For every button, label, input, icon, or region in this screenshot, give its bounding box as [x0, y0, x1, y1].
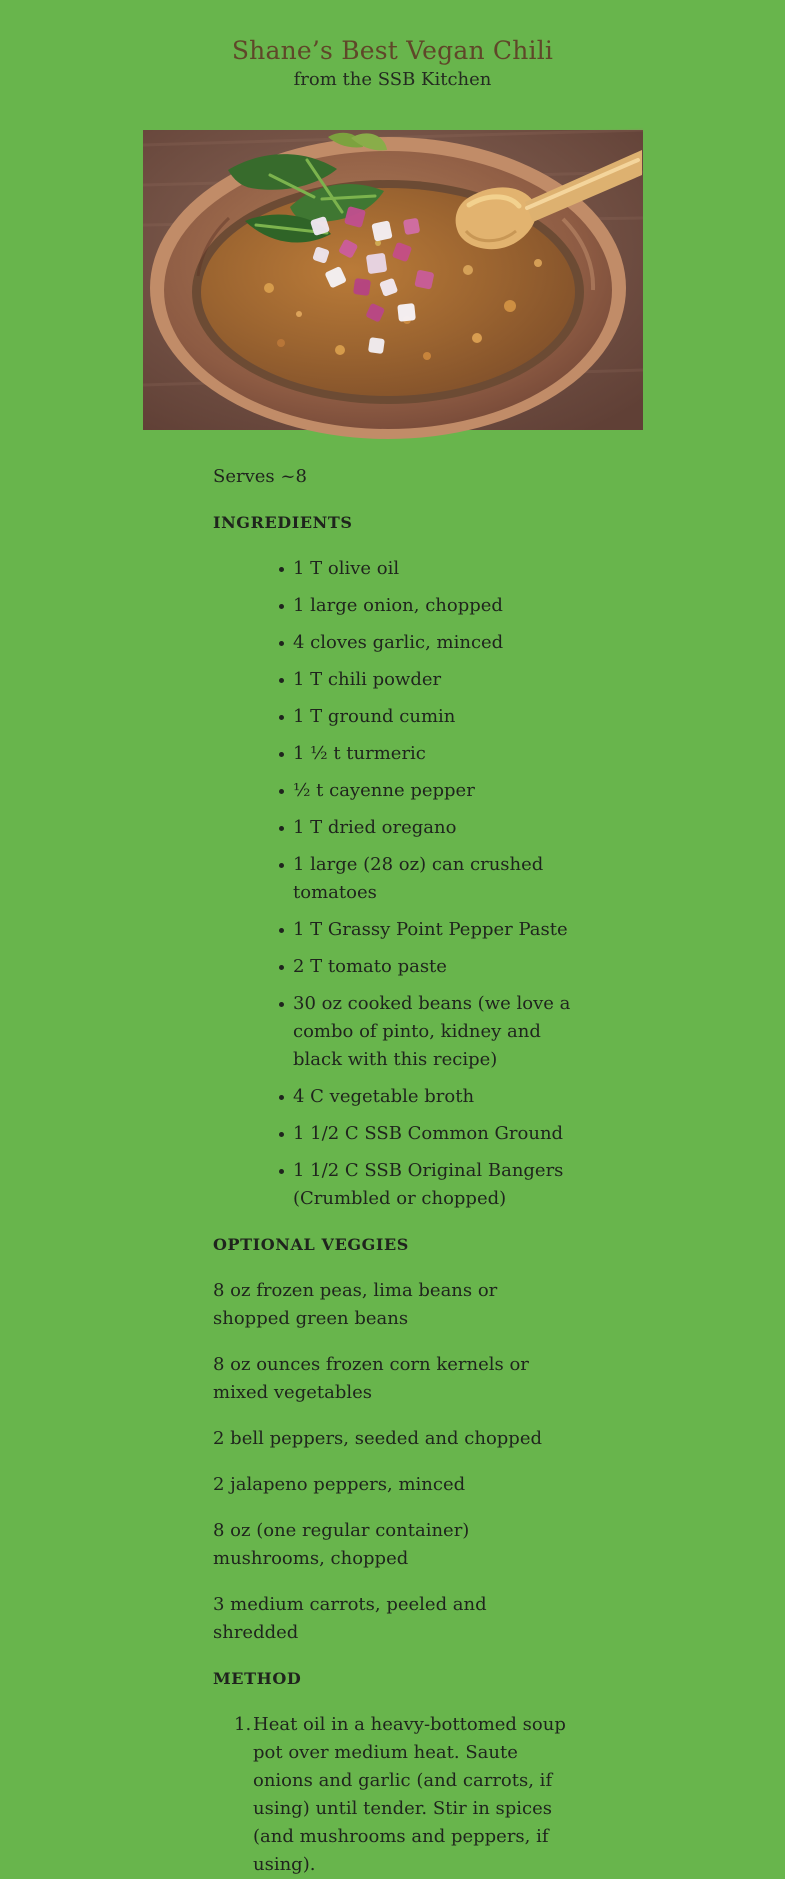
optional-veggies-heading: OPTIONAL VEGGIES — [213, 1235, 409, 1254]
optional-veggie-item: 3 medium carrots, peeled and shredded — [213, 1594, 487, 1643]
bullet-icon — [279, 752, 284, 757]
bullet-icon — [279, 604, 284, 609]
ingredient-item — [293, 1120, 573, 1148]
ingredients-list — [293, 555, 573, 1213]
bullet-icon — [279, 641, 284, 646]
ingredient-text: 1 T chili powder — [293, 669, 442, 690]
method-heading: METHOD — [213, 1669, 302, 1688]
ingredient-item — [293, 953, 573, 981]
ingredient-item — [293, 666, 573, 694]
ingredient-item — [293, 1083, 573, 1111]
ingredient-text: 1 1/2 C SSB Common Ground — [293, 1123, 564, 1144]
ingredient-text: 30 oz cooked beans (we love a combo of pinto, kidney and black with this recipe) — [293, 993, 571, 1070]
ingredients-heading: INGREDIENTS — [213, 513, 353, 532]
ingredient-item — [293, 703, 573, 731]
bullet-icon — [279, 863, 284, 868]
ingredient-text: 1 ½ t turmeric — [293, 743, 426, 764]
optional-veggie-item: 8 oz ounces frozen corn kernels or mixed vegetables — [213, 1354, 529, 1403]
ingredient-text: 1 large (28 oz) can crushed tomatoes — [293, 854, 544, 903]
method-step — [234, 1711, 573, 1879]
ingredient-text: 2 T tomato paste — [293, 956, 447, 977]
optional-veggie-item: 2 bell peppers, seeded and chopped — [213, 1428, 543, 1449]
optional-veggie-item: 8 oz frozen peas, lima beans or shopped green beans — [213, 1280, 498, 1329]
ingredient-item — [293, 592, 573, 620]
ingredient-text: 1 large onion, chopped — [293, 595, 503, 616]
bullet-icon — [279, 928, 284, 933]
ingredient-text: 1 1/2 C SSB Original Bangers (Crumbled or chopped) — [293, 1160, 564, 1209]
serves-text: Serves ~8 — [213, 466, 307, 487]
bullet-icon — [279, 1095, 284, 1100]
ingredient-text: 1 T ground cumin — [293, 706, 456, 727]
page-subtitle: from the SSB Kitchen — [293, 69, 492, 90]
ingredient-item — [293, 990, 573, 1074]
bullet-icon — [279, 715, 284, 720]
ingredient-text: ½ t cayenne pepper — [293, 780, 475, 801]
bullet-icon — [279, 1132, 284, 1137]
ingredient-item — [293, 740, 573, 768]
ingredient-item — [293, 1157, 573, 1213]
method-step-text: Heat oil in a heavy-bottomed soup pot over medium heat. Saute onions and garlic (and carrots, if using) until tender. Stir in spices (and mushrooms and peppers, if using). — [253, 1714, 566, 1875]
bullet-icon — [279, 1002, 284, 1007]
ingredient-item — [293, 851, 573, 907]
ingredient-text: 1 T olive oil — [293, 558, 400, 579]
bullet-icon — [279, 678, 284, 683]
chili-bowl-image — [143, 130, 643, 430]
bullet-icon — [279, 826, 284, 831]
ingredient-text: 1 T Grassy Point Pepper Paste — [293, 919, 568, 940]
optional-veggie-item: 2 jalapeno peppers, minced — [213, 1474, 466, 1495]
bullet-icon — [279, 1169, 284, 1174]
chili-bowl-illustration — [143, 130, 643, 430]
method-list — [234, 1711, 573, 1879]
ingredient-text: 4 C vegetable broth — [293, 1086, 475, 1107]
bullet-icon — [279, 789, 284, 794]
recipe-content — [213, 463, 573, 1879]
page-title: Shane’s Best Vegan Chili — [231, 35, 554, 65]
optional-veggie-item: 8 oz (one regular container) mushrooms, chopped — [213, 1520, 470, 1569]
method-step-number: 1. — [234, 1714, 252, 1735]
ingredient-item — [293, 777, 573, 805]
bullet-icon — [279, 965, 284, 970]
bullet-icon — [279, 567, 284, 572]
ingredient-item — [293, 629, 573, 657]
ingredient-text: 4 cloves garlic, minced — [293, 632, 504, 653]
ingredient-item — [293, 916, 573, 944]
ingredient-item — [293, 555, 573, 583]
ingredient-text: 1 T dried oregano — [293, 817, 457, 838]
ingredient-item — [293, 814, 573, 842]
